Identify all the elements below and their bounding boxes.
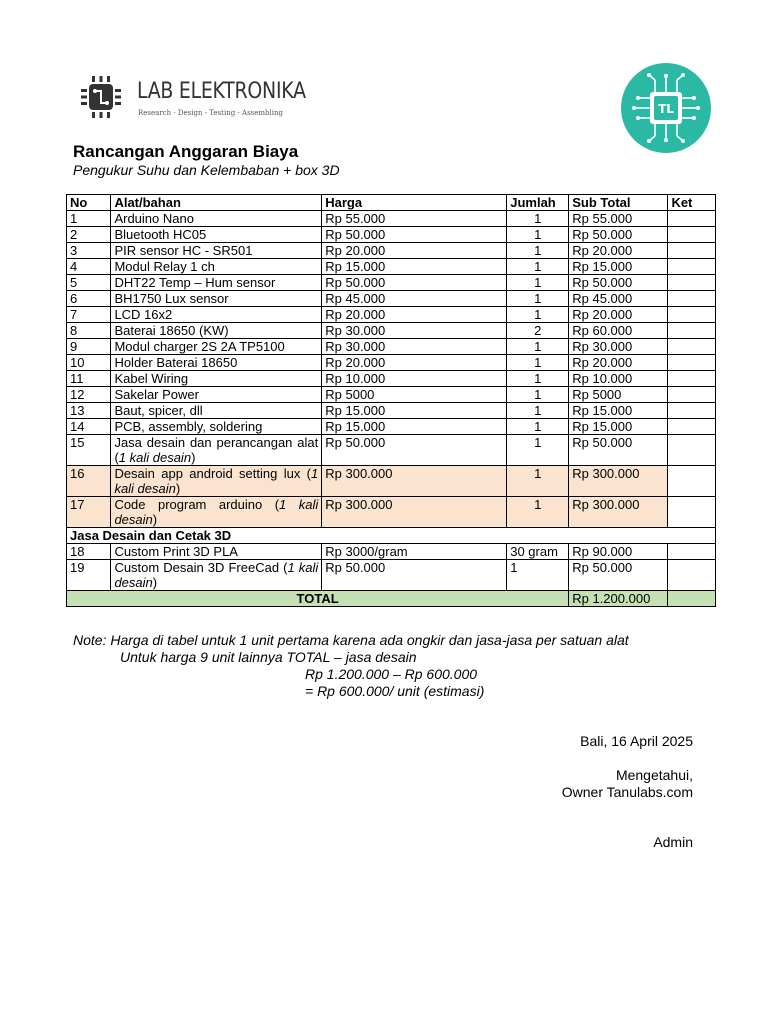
row-subtotal: Rp 90.000 <box>569 544 668 560</box>
row-no: 2 <box>67 227 111 243</box>
row-qty: 1 <box>507 243 569 259</box>
table-row <box>67 403 716 419</box>
row-qty: 1 <box>507 211 569 227</box>
ack-text: Mengetahui, <box>615 767 693 783</box>
row-qty: 1 <box>507 371 569 387</box>
row-ket <box>668 497 716 528</box>
row-price: Rp 20.000 <box>322 307 507 323</box>
total-value: Rp 1.200.000 <box>569 591 668 607</box>
row-ket <box>668 544 716 560</box>
row-ket <box>668 419 716 435</box>
row-price: Rp 3000/gram <box>322 544 507 560</box>
row-item: Kabel Wiring <box>111 371 322 387</box>
row-item: Arduino Nano <box>111 211 322 227</box>
row-ket <box>668 307 716 323</box>
total-row <box>67 591 716 607</box>
row-qty: 1 <box>507 435 569 466</box>
row-subtotal: Rp 15.000 <box>569 259 668 275</box>
row-qty: 1 <box>507 403 569 419</box>
table-row <box>67 275 716 291</box>
badge-text: TL <box>658 102 674 116</box>
table-row <box>67 544 716 560</box>
row-price: Rp 50.000 <box>322 275 507 291</box>
row-subtotal: Rp 50.000 <box>569 560 668 591</box>
row-subtotal: Rp 15.000 <box>569 419 668 435</box>
row-ket <box>668 435 716 466</box>
row-qty: 1 <box>507 339 569 355</box>
budget-table <box>66 194 716 607</box>
note-line-2: Untuk harga 9 unit lainnya TOTAL – jasa desain <box>120 649 417 665</box>
row-ket <box>668 387 716 403</box>
table-row <box>67 323 716 339</box>
row-no: 10 <box>67 355 111 371</box>
row-subtotal: Rp 20.000 <box>569 307 668 323</box>
row-item: Modul Relay 1 ch <box>111 259 322 275</box>
row-price: Rp 15.000 <box>322 403 507 419</box>
row-ket <box>668 371 716 387</box>
row-ket <box>668 560 716 591</box>
row-price: Rp 50.000 <box>322 435 507 466</box>
row-item: Sakelar Power <box>111 387 322 403</box>
row-no: 3 <box>67 243 111 259</box>
row-item: Modul charger 2S 2A TP5100 <box>111 339 322 355</box>
table-header-row <box>67 195 716 211</box>
row-no: 8 <box>67 323 111 339</box>
row-item: PIR sensor HC - SR501 <box>111 243 322 259</box>
row-no: 18 <box>67 544 111 560</box>
table-row <box>67 339 716 355</box>
row-qty: 1 <box>507 275 569 291</box>
row-no: 16 <box>67 466 111 497</box>
table-row <box>67 291 716 307</box>
table-row <box>67 466 716 497</box>
row-price: Rp 30.000 <box>322 323 507 339</box>
row-no: 5 <box>67 275 111 291</box>
row-item: Holder Baterai 18650 <box>111 355 322 371</box>
row-subtotal: Rp 20.000 <box>569 243 668 259</box>
row-ket <box>668 339 716 355</box>
row-ket <box>668 323 716 339</box>
role-text: Admin <box>653 834 693 850</box>
row-subtotal: Rp 15.000 <box>569 403 668 419</box>
row-ket <box>668 227 716 243</box>
place-date: Bali, 16 April 2025 <box>580 733 693 749</box>
row-no: 12 <box>67 387 111 403</box>
chip-icon <box>78 74 124 120</box>
table-row <box>67 387 716 403</box>
note-line-4: = Rp 600.000/ unit (estimasi) <box>305 683 485 699</box>
row-subtotal: Rp 300.000 <box>569 466 668 497</box>
row-subtotal: Rp 50.000 <box>569 227 668 243</box>
row-no: 4 <box>67 259 111 275</box>
row-qty: 30 gram <box>507 544 569 560</box>
row-subtotal: Rp 30.000 <box>569 339 668 355</box>
row-qty: 1 <box>507 466 569 497</box>
table-row <box>67 243 716 259</box>
row-ket <box>668 275 716 291</box>
row-item: DHT22 Temp – Hum sensor <box>111 275 322 291</box>
row-price: Rp 45.000 <box>322 291 507 307</box>
row-qty: 1 <box>507 259 569 275</box>
row-subtotal: Rp 20.000 <box>569 355 668 371</box>
row-no: 7 <box>67 307 111 323</box>
row-item: Jasa desain dan perancangan alat (1 kali desain) <box>111 435 322 466</box>
row-ket <box>668 291 716 307</box>
row-qty: 1 <box>507 227 569 243</box>
row-item: Baut, spicer, dll <box>111 403 322 419</box>
tanulabs-logo-icon <box>620 62 712 154</box>
total-label: TOTAL <box>67 591 569 607</box>
row-subtotal: Rp 50.000 <box>569 275 668 291</box>
row-ket <box>668 403 716 419</box>
document-title: Rancangan Anggaran Biaya <box>73 142 299 161</box>
table-row <box>67 307 716 323</box>
row-price: Rp 5000 <box>322 387 507 403</box>
row-ket <box>668 466 716 497</box>
brand-tagline: Research - Design - Testing - Assembling <box>138 109 283 117</box>
document-subtitle: Pengukur Suhu dan Kelembaban + box 3D <box>73 162 340 178</box>
owner-text: Owner Tanulabs.com <box>561 784 693 800</box>
row-price: Rp 50.000 <box>322 560 507 591</box>
row-qty: 1 <box>507 497 569 528</box>
row-qty: 1 <box>507 387 569 403</box>
header-subtotal: Sub Total <box>569 195 668 211</box>
row-subtotal: Rp 300.000 <box>569 497 668 528</box>
row-no: 1 <box>67 211 111 227</box>
row-qty: 1 <box>507 560 569 591</box>
section-label: Jasa Desain dan Cetak 3D <box>67 528 716 544</box>
row-price: Rp 300.000 <box>322 497 507 528</box>
row-price: Rp 15.000 <box>322 419 507 435</box>
row-price: Rp 15.000 <box>322 259 507 275</box>
row-item: Baterai 18650 (KW) <box>111 323 322 339</box>
row-no: 14 <box>67 419 111 435</box>
row-no: 11 <box>67 371 111 387</box>
row-subtotal: Rp 10.000 <box>569 371 668 387</box>
row-subtotal: Rp 5000 <box>569 387 668 403</box>
table-row <box>67 435 716 466</box>
row-price: Rp 20.000 <box>322 355 507 371</box>
brand-logo <box>78 74 308 124</box>
row-price: Rp 30.000 <box>322 339 507 355</box>
row-price: Rp 300.000 <box>322 466 507 497</box>
table-row <box>67 259 716 275</box>
row-ket <box>668 259 716 275</box>
section-row <box>67 528 716 544</box>
row-subtotal: Rp 60.000 <box>569 323 668 339</box>
row-qty: 1 <box>507 355 569 371</box>
row-no: 9 <box>67 339 111 355</box>
table-row <box>67 371 716 387</box>
table-row <box>67 211 716 227</box>
row-ket <box>668 243 716 259</box>
row-subtotal: Rp 55.000 <box>569 211 668 227</box>
table-row <box>67 419 716 435</box>
header-no: No <box>67 195 111 211</box>
header-ket: Ket <box>668 195 716 211</box>
row-qty: 1 <box>507 291 569 307</box>
table-row <box>67 227 716 243</box>
note-line-1: Note: Harga di tabel untuk 1 unit pertama karena ada ongkir dan jasa-jasa per satuan alat <box>73 632 629 648</box>
total-ket <box>668 591 716 607</box>
row-item: Custom Print 3D PLA <box>111 544 322 560</box>
table-row <box>67 355 716 371</box>
row-item: PCB, assembly, soldering <box>111 419 322 435</box>
note-line-3: Rp 1.200.000 – Rp 600.000 <box>305 666 478 682</box>
row-no: 6 <box>67 291 111 307</box>
row-item: LCD 16x2 <box>111 307 322 323</box>
row-price: Rp 55.000 <box>322 211 507 227</box>
row-ket <box>668 355 716 371</box>
row-price: Rp 10.000 <box>322 371 507 387</box>
row-no: 15 <box>67 435 111 466</box>
table-row <box>67 497 716 528</box>
row-no: 19 <box>67 560 111 591</box>
row-price: Rp 50.000 <box>322 227 507 243</box>
brand-name: LAB ELEKTRONIKA <box>137 79 306 104</box>
row-item: Bluetooth HC05 <box>111 227 322 243</box>
table-row <box>67 560 716 591</box>
row-price: Rp 20.000 <box>322 243 507 259</box>
row-qty: 1 <box>507 307 569 323</box>
row-item: BH1750 Lux sensor <box>111 291 322 307</box>
row-ket <box>668 211 716 227</box>
row-qty: 1 <box>507 419 569 435</box>
row-subtotal: Rp 50.000 <box>569 435 668 466</box>
row-item: Code program arduino (1 kali desain) <box>111 497 322 528</box>
row-no: 13 <box>67 403 111 419</box>
header-qty: Jumlah <box>507 195 569 211</box>
row-qty: 2 <box>507 323 569 339</box>
header-item: Alat/bahan <box>111 195 322 211</box>
row-item: Desain app android setting lux (1 kali desain) <box>111 466 322 497</box>
row-item: Custom Desain 3D FreeCad (1 kali desain) <box>111 560 322 591</box>
row-subtotal: Rp 45.000 <box>569 291 668 307</box>
header-price: Harga <box>322 195 507 211</box>
row-no: 17 <box>67 497 111 528</box>
